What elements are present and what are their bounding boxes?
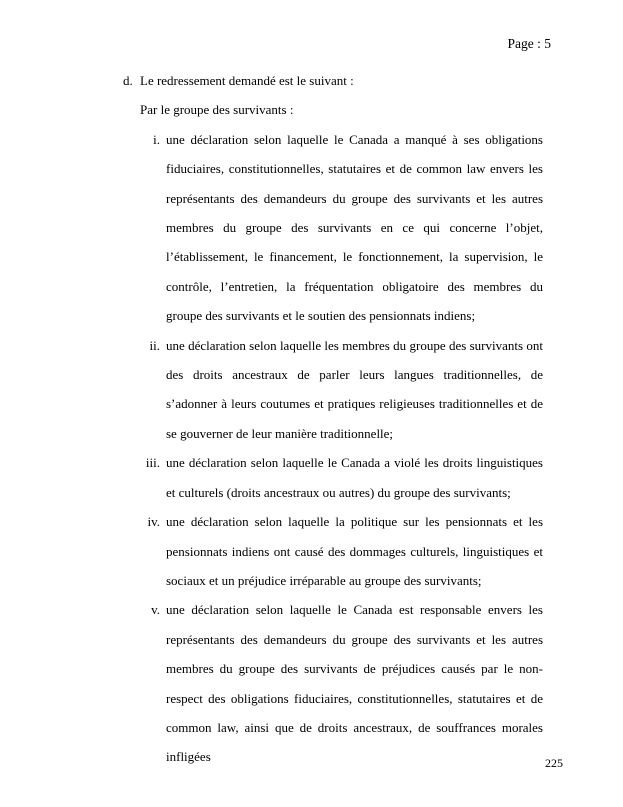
roman-item-iii-text: une déclaration selon laquelle le Canada a violé les droits linguistiques et culturels (droits ancestraux ou autres) du groupe des survivants; [166, 455, 543, 500]
roman-item-ii-text: une déclaration selon laquelle les membres du groupe des survivants ont des droits ancestraux de parler leurs langues traditionnelles, de s’adonner à leurs coutumes et pratiques religieuses traditionnelles et de se gouverner de leur manière traditionnelle; [166, 337, 543, 441]
roman-item-v-text: une déclaration selon laquelle le Canada est responsable envers les représentants des demandeurs du groupe des survivants et les autres membres du groupe des survivants de préjudices causés par le non-respect des obligations fiduciaires, constitutionnelles, statutaires et de common law, ainsi que de droits ancestraux, de souffrances morales infligées [166, 602, 543, 765]
roman-item-v [0, 595, 623, 771]
roman-item-i [0, 125, 623, 331]
roman-item-iv [0, 507, 623, 595]
roman-item-ii [0, 331, 623, 449]
roman-item-i-marker: i. [153, 131, 160, 147]
roman-item-ii-marker: ii. [149, 337, 160, 353]
lettered-item-d [0, 66, 623, 95]
roman-item-i-text: une déclaration selon laquelle le Canada a manqué à ses obligations fiduciaires, constitutionnelles, statutaires et de common law envers les représentants des demandeurs du groupe des survivants et les autres membres du groupe des survivants en ce qui concerne l’objet, l’établissement, le financement, le fonctionnement, la supervision, le contrôle, l’entretien, la fréquentation obligatoire des membres du groupe des survivants et le soutien des pensionnats indiens; [166, 131, 543, 324]
roman-item-iii [0, 448, 623, 507]
roman-item-iii-marker: iii. [145, 455, 160, 471]
roman-item-v-marker: v. [151, 602, 160, 618]
page-header-label: Page : 5 [507, 36, 551, 51]
roman-item-iv-text: une déclaration selon laquelle la politique sur les pensionnats et les pensionnats indiens ont causé des dommages culturels, linguistiques et sociaux et un préjudice irréparable au groupe des survivants; [166, 514, 543, 588]
document-body [0, 66, 623, 772]
roman-item-iv-marker: iv. [147, 514, 160, 530]
lettered-item-d-marker: d. [123, 73, 133, 88]
lettered-item-d-text: Le redressement demandé est le suivant : [140, 73, 354, 88]
page-footer-number: 225 [545, 756, 563, 770]
intro-line: Par le groupe des survivants : [140, 102, 294, 118]
